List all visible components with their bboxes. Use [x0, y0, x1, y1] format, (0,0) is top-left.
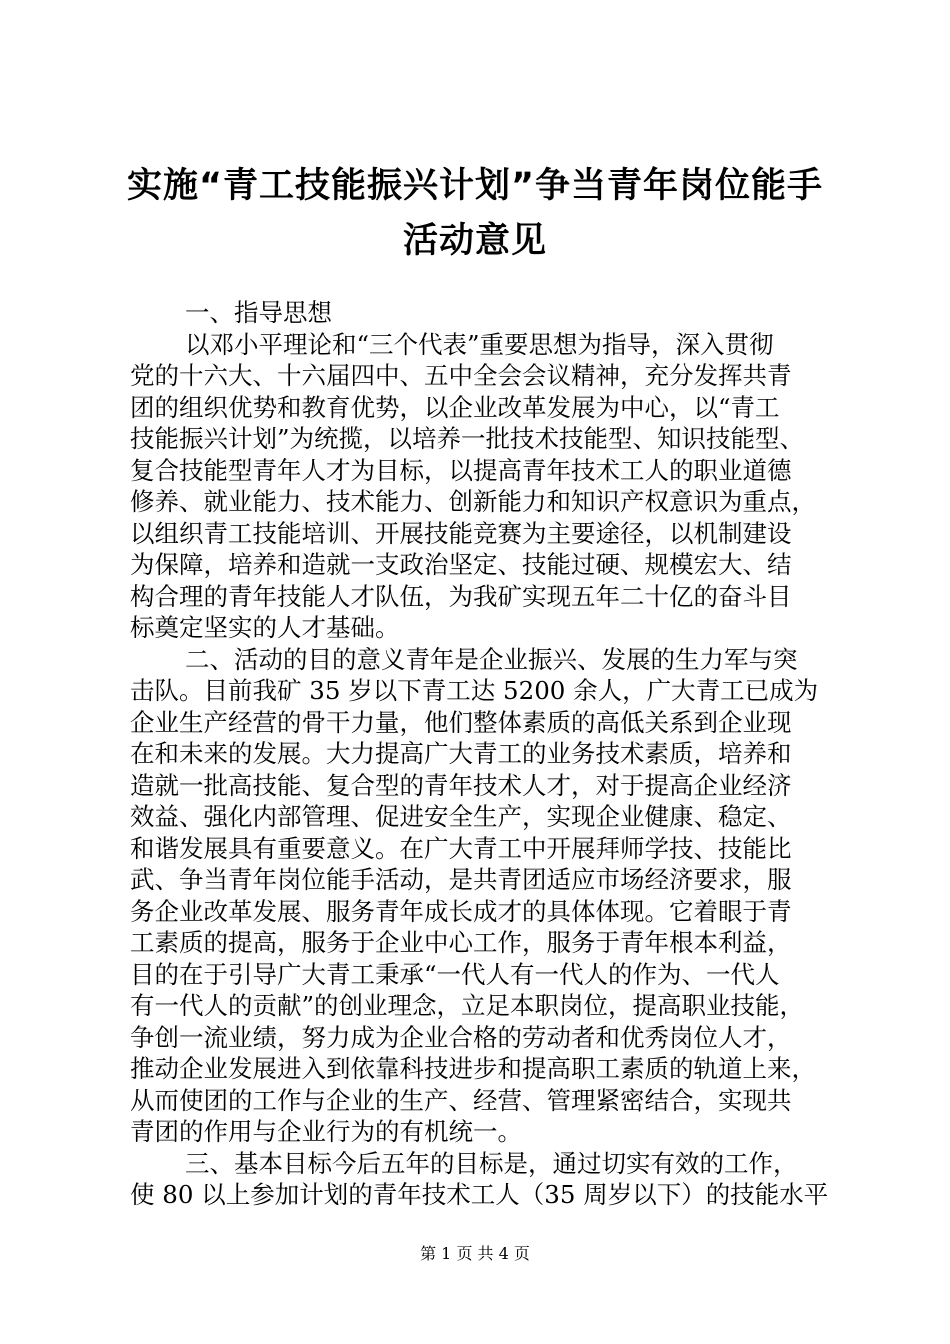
- body-line: 以组织青工技能培训、开展技能竞赛为主要途径，以机制建设: [130, 518, 792, 548]
- body-line: 使 80 以上参加计划的青年技术工人（35 周岁以下）的技能水平: [130, 1180, 829, 1209]
- body-line: 争创一流业绩，努力成为企业合格的劳动者和优秀岗位人才，: [130, 1022, 792, 1052]
- body-line: 三、基本目标今后五年的目标是，通过切实有效的工作，: [185, 1148, 798, 1178]
- document-body: [130, 297, 830, 1211]
- body-line: 修养、就业能力、技术能力、创新能力和知识产权意识为重点，: [130, 487, 816, 516]
- document-title-line-1: 实施“青工技能振兴计划”争当青年岗位能手: [126, 166, 823, 206]
- body-line: 企业生产经营的骨干力量，他们整体素质的高低关系到企业现: [130, 707, 792, 737]
- body-line: 效益、强化内部管理、促进安全生产，实现企业健康、稳定、: [130, 802, 792, 831]
- body-line: 和谐发展具有重要意义。在广大青工中开展拜师学技、技能比: [130, 833, 792, 863]
- body-line: 党的十六大、十六届四中、五中全会会议精神，充分发挥共青: [130, 361, 792, 390]
- body-line: 目的在于引导广大青工秉承“一代人有一代人的作为、一代人: [130, 959, 780, 989]
- body-line: 为保障，培养和造就一支政治坚定、技能过硬、规模宏大、结: [130, 550, 792, 579]
- body-line: 一、指导思想: [185, 298, 332, 327]
- body-line: 从而使团的工作与企业的生产、经营、管理紧密结合，实现共: [130, 1085, 792, 1115]
- body-line: 推动企业发展进入到依靠科技进步和提高职工素质的轨道上来，: [130, 1054, 816, 1083]
- body-line: 技能振兴计划”为统揽，以培养一批技术技能型、知识技能型、: [130, 424, 805, 453]
- body-line: 在和未来的发展。大力提高广大青工的业务技术素质，培养和: [130, 739, 792, 768]
- body-line: 以邓小平理论和“三个代表”重要思想为指导，深入贯彻: [185, 329, 774, 359]
- body-line: 团的组织优势和教育优势，以企业改革发展为中心，以“青工: [130, 392, 780, 422]
- body-line: 有一代人的贡献”的创业理念，立足本职岗位，提高职业技能，: [130, 991, 805, 1020]
- body-line: 务企业改革发展、服务青年成长成才的具体体现。它着眼于青: [130, 896, 792, 926]
- body-line: 造就一批高技能、复合型的青年技术人才，对于提高企业经济: [130, 770, 792, 800]
- body-line: 复合技能型青年人才为目标，以提高青年技术工人的职业道德: [130, 455, 792, 485]
- body-line: 击队。目前我矿 35 岁以下青工达 5200 余人，广大青工已成为: [130, 676, 819, 705]
- body-line: 构合理的青年技能人才队伍，为我矿实现五年二十亿的奋斗目: [130, 581, 792, 611]
- body-line: 青团的作用与企业行为的有机统一。: [130, 1117, 522, 1146]
- page-footer: 第 1 页 共 4 页: [420, 1244, 530, 1263]
- document-title-line-2: 活动意见: [402, 221, 547, 261]
- body-line: 二、活动的目的意义青年是企业振兴、发展的生力军与突: [185, 644, 798, 674]
- body-line: 标奠定坚实的人才基础。: [130, 613, 400, 642]
- body-line: 工素质的提高，服务于企业中心工作，服务于青年根本利益，: [130, 928, 792, 957]
- body-line: 武、争当青年岗位能手活动，是共青团适应市场经济要求，服: [130, 865, 792, 894]
